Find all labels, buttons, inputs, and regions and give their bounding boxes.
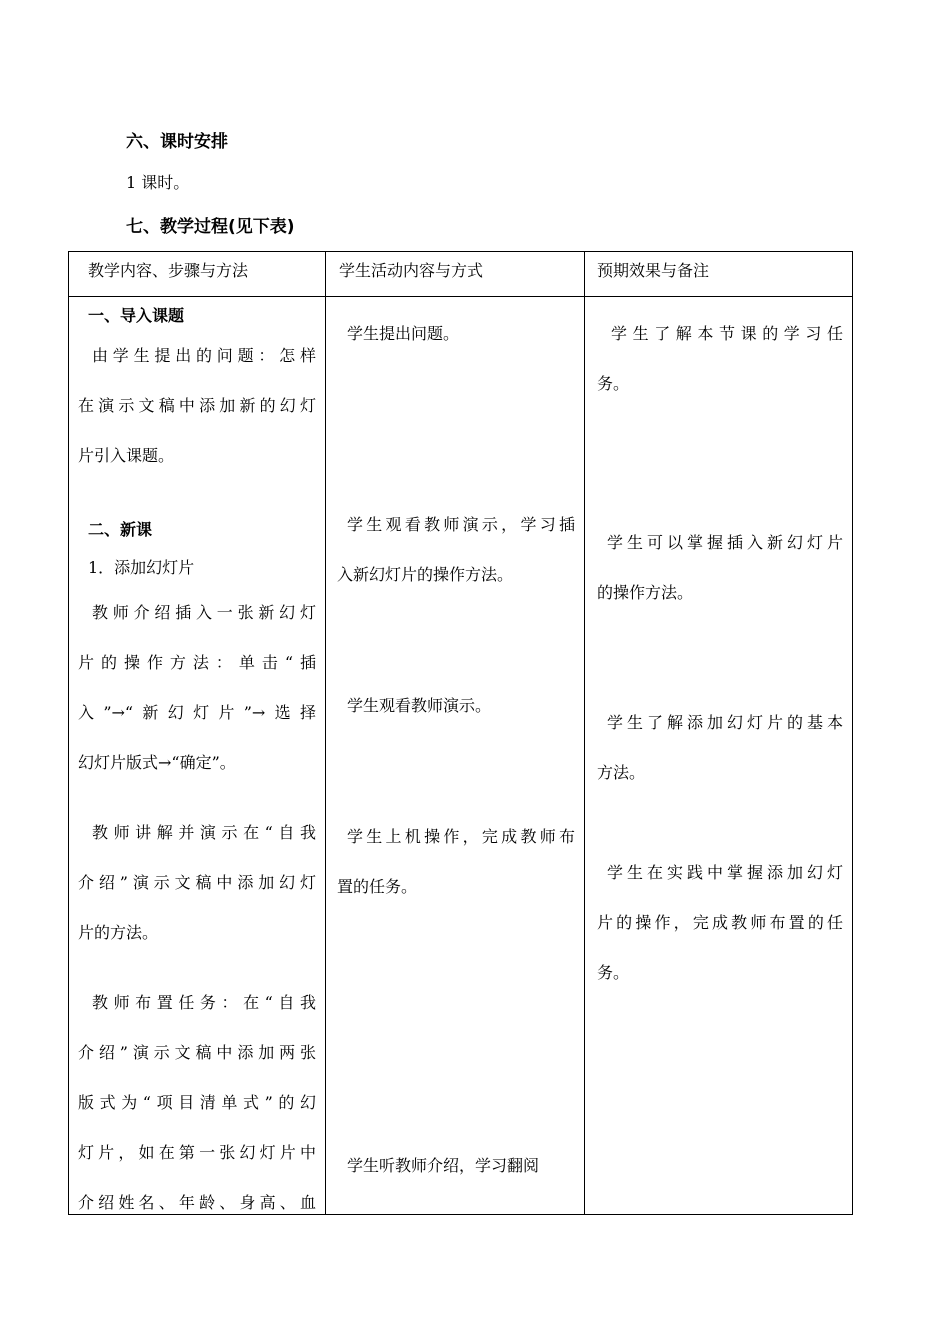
header-divider — [68, 296, 853, 297]
block3-text — [78, 978, 316, 1228]
section-6-title: 六、课时安排 — [126, 132, 228, 152]
block2-text — [78, 808, 316, 958]
header-student-activity: 学生活动内容与方式 — [339, 261, 484, 280]
text-line: 学生可以掌握插入新幻灯片 — [607, 533, 843, 552]
text-line: 在演示文稿中添加新的幻灯 — [78, 396, 316, 415]
text-line: 片的方法。 — [78, 923, 159, 942]
text-line: 学生了解本节课的学习任 — [611, 324, 843, 343]
text-line: 置的任务。 — [337, 877, 418, 896]
text-line: 介绍”演示文稿中添加幻灯 — [78, 873, 316, 892]
part2-subtitle: 1．添加幻灯片 — [88, 558, 195, 577]
effect-3 — [597, 698, 843, 798]
text-line: 入新幻灯片的操作方法。 — [337, 565, 514, 584]
text-line: 方法。 — [597, 763, 646, 782]
text-line: 学生观看教师演示，学习插 — [347, 515, 575, 534]
text-line: 版式为“项目清单式”的幻 — [78, 1093, 316, 1112]
text-line: 的操作方法。 — [597, 583, 694, 602]
section-7-title: 七、教学过程(见下表) — [126, 217, 295, 237]
text-line: 灯片，如在第一张幻灯片中 — [78, 1143, 316, 1162]
activity-1: 学生提出问题。 — [347, 324, 460, 343]
activity-3: 学生观看教师演示。 — [347, 696, 492, 715]
activity-2 — [337, 500, 575, 600]
column-divider-1 — [325, 251, 326, 1215]
text-line: 片的操作方法：单击“插 — [78, 653, 316, 672]
section-6-body: 1 课时。 — [126, 173, 190, 192]
text-line: 介绍姓名、年龄、身高、血 — [78, 1193, 316, 1212]
activity-4 — [337, 812, 575, 912]
effect-4 — [597, 848, 843, 998]
text-line: 务。 — [597, 963, 630, 982]
part1-text — [78, 331, 316, 481]
text-line: 片的操作，完成教师布置的任 — [597, 913, 843, 932]
effect-1 — [597, 309, 843, 409]
effect-2 — [597, 518, 843, 618]
header-teaching-content: 教学内容、步骤与方法 — [88, 261, 249, 280]
text-line: 务。 — [597, 374, 630, 393]
text-line: 教师布置任务：在“自我 — [92, 993, 316, 1012]
text-line: 教师讲解并演示在“自我 — [92, 823, 316, 842]
part1-title: 一、导入课题 — [88, 306, 185, 325]
text-line: 学生了解添加幻灯片的基本 — [607, 713, 843, 732]
text-line: 介绍”演示文稿中添加两张 — [78, 1043, 316, 1062]
column-divider-2 — [584, 251, 585, 1215]
part2-title: 二、新课 — [88, 520, 153, 539]
block1-text — [78, 588, 316, 788]
text-line: 幻灯片版式→“确定”。 — [78, 753, 236, 772]
header-expected-effect: 预期效果与备注 — [597, 261, 710, 280]
text-line: 片引入课题。 — [78, 446, 175, 465]
activity-5: 学生听教师介绍，学习翻阅 — [347, 1156, 540, 1175]
text-line: 学生上机操作，完成教师布 — [347, 827, 575, 846]
text-line: 由学生提出的问题：怎样 — [92, 346, 316, 365]
text-line: 教师介绍插入一张新幻灯 — [92, 603, 316, 622]
text-line: 学生在实践中掌握添加幻灯 — [607, 863, 843, 882]
text-line: 入”→“新幻灯片”→选择 — [78, 703, 316, 722]
